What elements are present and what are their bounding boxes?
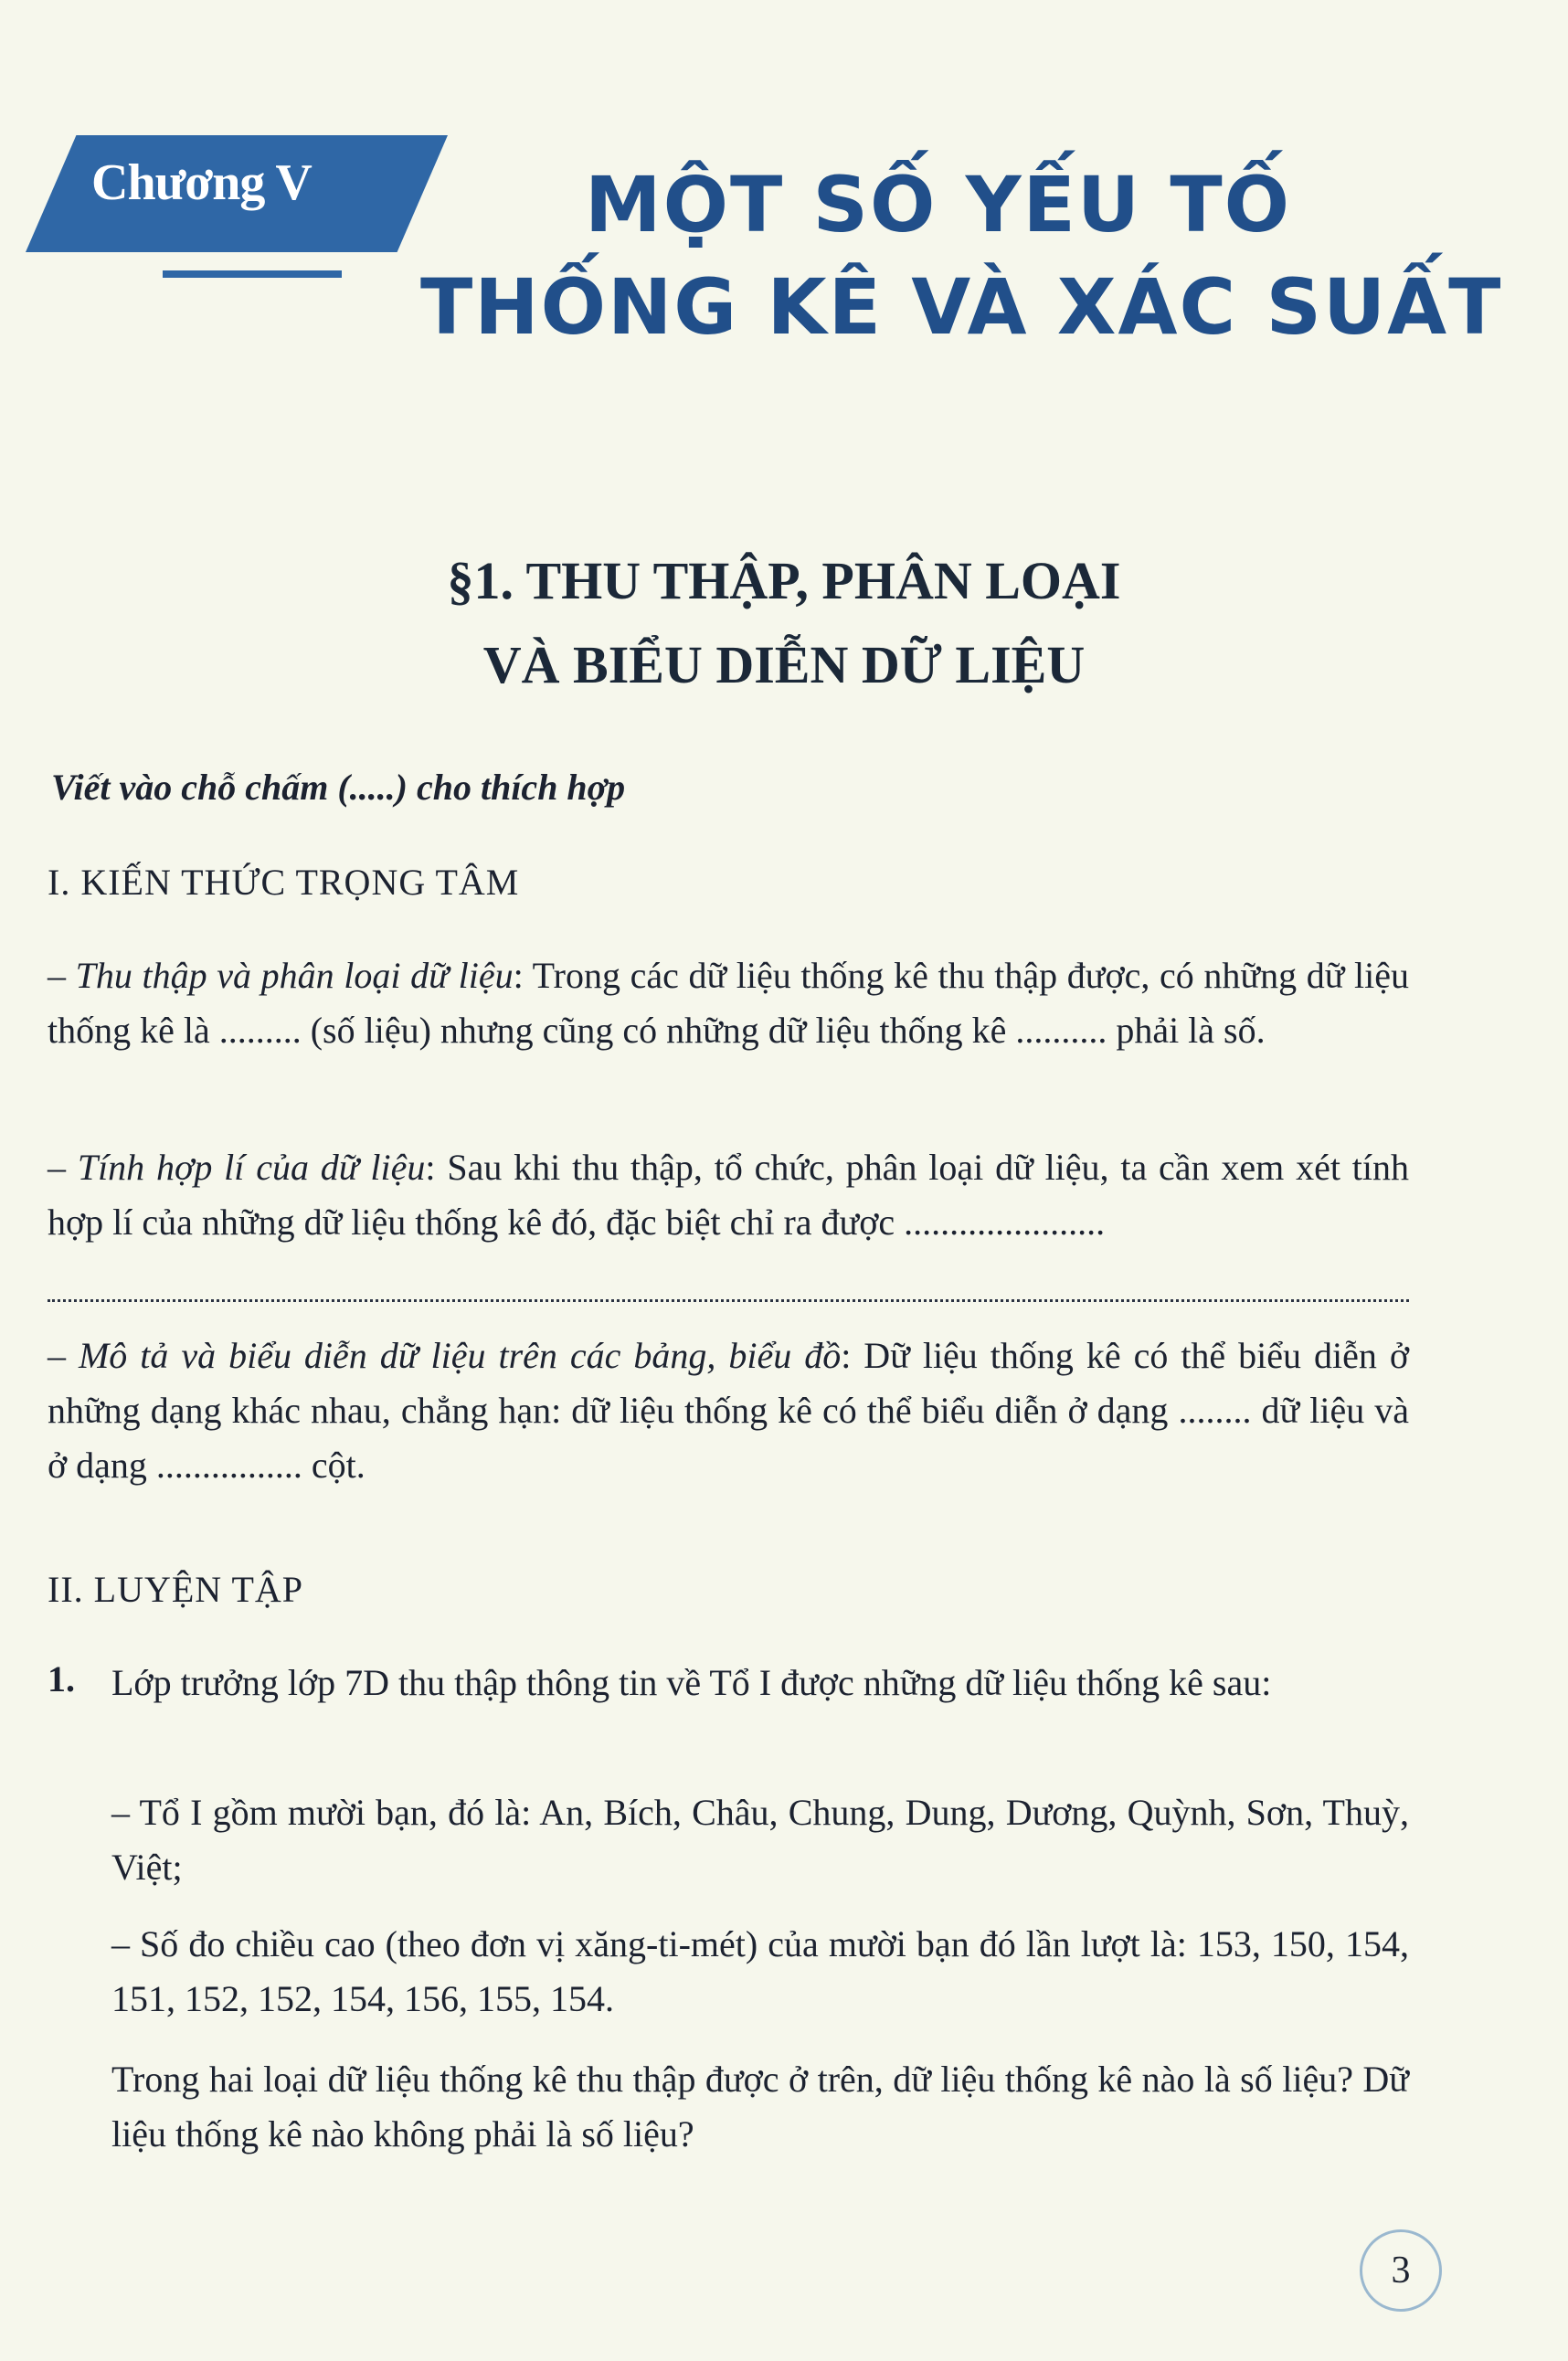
exercise-question: Trong hai loại dữ liệu thống kê thu thập được ở trên, dữ liệu thống kê nào là số liệu? Dữ liệu thống kê nào không phải là số liệu? — [111, 2059, 1409, 2155]
blank-dotted-line — [48, 1244, 1409, 1302]
knowledge-item-represent — [48, 1329, 1409, 1493]
knowledge-item-reasonable-text: : Sau khi thu thập, tổ chức, phân loại dữ liệu, ta cần xem xét tính hợp lí của những dữ liệu thống kê đó, đặc biệt chỉ ra được ...................... — [48, 1147, 1409, 1243]
section-title-line1: §1. THU THẬP, PHÂN LOẠI — [447, 551, 1121, 610]
chapter-title-line2: THỐNG KÊ VÀ XÁC SUẤT — [420, 262, 1503, 352]
knowledge-item-represent-text: : Dữ liệu thống kê có thể biểu diễn ở những dạng khác nhau, chẳng hạn: dữ liệu thống kê có thể biểu diễn ở dạng ........ dữ liệu và ở dạng ................ cột. — [48, 1335, 1409, 1486]
knowledge-item-collect — [48, 948, 1409, 1058]
section-title-line2: VÀ BIỂU DIỄN DỮ LIỆU — [482, 635, 1086, 694]
chapter-rule — [163, 270, 342, 278]
heading-knowledge: I. KIẾN THỨC TRỌNG TÂM — [48, 862, 520, 903]
chapter-title — [420, 154, 1517, 358]
knowledge-item-collect-label: – Thu thập và phân loại dữ liệu — [48, 955, 514, 996]
exercise-bullet-names: – Tổ I gồm mười bạn, đó là: An, Bích, Châu, Chung, Dung, Dương, Quỳnh, Sơn, Thuỳ, Việt; — [111, 1792, 1409, 1888]
knowledge-item-reasonable — [48, 1140, 1409, 1250]
knowledge-item-represent-label: – Mô tả và biểu diễn dữ liệu trên các bảng, biểu đồ — [48, 1335, 842, 1376]
exercise-bullet-heights: – Số đo chiều cao (theo đơn vị xăng-ti-mét) của mười bạn đó lần lượt là: 153, 150, 154, 151, 152, 152, 154, 156, 155, 154. — [111, 1923, 1409, 2019]
chapter-label: Chương V — [91, 154, 312, 211]
heading-practice: II. LUYỆN TẬP — [48, 1569, 304, 1610]
knowledge-item-reasonable-label: – Tính hợp lí của dữ liệu — [48, 1147, 426, 1188]
exercise-number: 1. — [48, 1658, 75, 1699]
page-number: 3 — [1360, 2229, 1442, 2312]
exercise-intro: Lớp trưởng lớp 7D thu thập thông tin về Tổ I được những dữ liệu thống kê sau: — [111, 1662, 1272, 1703]
knowledge-item-collect-text: : Trong các dữ liệu thống kê thu thập được, có những dữ liệu thống kê là ......... (số liệu) nhưng cũng có những dữ liệu thống kê .......... phải là số. — [48, 955, 1410, 1051]
instruction: Viết vào chỗ chấm (.....) cho thích hợp — [51, 767, 626, 808]
section-title — [0, 539, 1568, 707]
chapter-title-line1: MỘT SỐ YẾU TỐ — [585, 160, 1292, 249]
